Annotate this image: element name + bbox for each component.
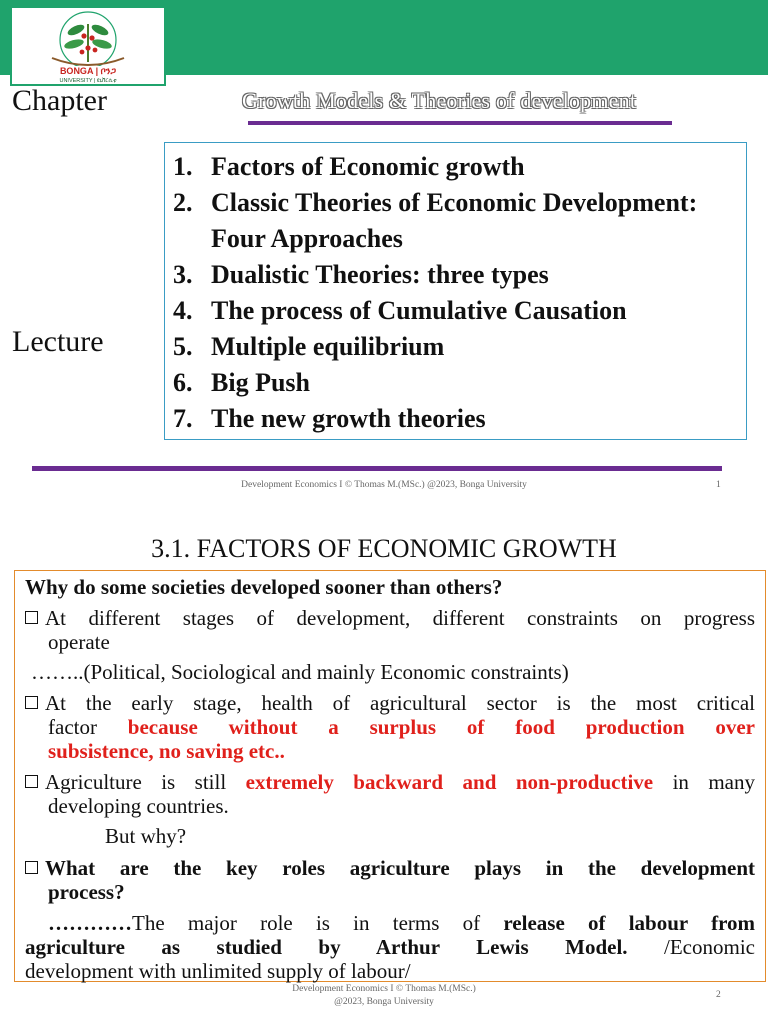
university-logo: [10, 6, 166, 86]
paragraph-line: agriculture as studied by Arthur Lewis Model. /Economic: [25, 935, 755, 959]
topic-item: 1. Factors of Economic growth: [173, 152, 525, 181]
bullet-line: Agriculture is still extremely backward and non-productive in many: [25, 770, 755, 794]
question-heading: Why do some societies developed sooner than others?: [25, 575, 503, 599]
lecture-label: Lecture: [12, 325, 104, 358]
topic-item: 6. Big Push: [173, 368, 310, 397]
bullet-line: What are the key roles agriculture plays in the development: [25, 856, 755, 880]
topic-item: 2. Classic Theories of Economic Development: Four Approaches: [173, 188, 698, 253]
slide-footer: Development Economics I © Thomas M.(MSc.) @2023, Bonga University: [241, 480, 527, 490]
page-number: 2: [716, 990, 721, 1000]
logo-subtext: UNIVERSITY | ዩኒቨርሲቲ: [59, 78, 117, 84]
emphasis-text: subsistence, no saving etc..: [48, 739, 285, 763]
title-underline: [248, 121, 672, 125]
paragraph-line: …………The major role is in terms of release of labour from: [48, 911, 756, 935]
footer-divider: [32, 466, 722, 471]
bullet-line: At different stages of development, different constraints on progress: [25, 606, 755, 630]
page-number: 1: [716, 480, 721, 490]
topic-item: 4. The process of Cumulative Causation: [173, 296, 627, 325]
checkbox-bullet-icon: [25, 696, 38, 709]
bullet-line: process?: [48, 880, 125, 904]
lecture-topics-box: [164, 142, 747, 440]
topic-item: 3. Dualistic Theories: three types: [173, 260, 549, 289]
topic-item: 5. Multiple equilibrium: [173, 332, 445, 361]
constraints-note: ……..(Political, Sociological and mainly Economic constraints): [31, 660, 569, 684]
checkbox-bullet-icon: [25, 775, 38, 788]
checkbox-bullet-icon: [25, 611, 38, 624]
checkbox-bullet-icon: [25, 861, 38, 874]
content-box: [14, 570, 766, 982]
slide-footer: Development Economics I © Thomas M.(MSc.): [292, 984, 476, 994]
bullet-line: At the early stage, health of agricultural sector is the most critical: [25, 691, 755, 715]
bullet-line: operate: [48, 630, 110, 654]
chapter-label: Chapter: [12, 84, 107, 117]
topics-list: [165, 143, 746, 437]
logo-text: BONGA | ቦንጋ: [59, 66, 117, 76]
slide-title: Growth Models & Theories of development: [242, 88, 637, 113]
bullet-line: developing countries.: [48, 794, 229, 818]
slide-footer: @2023, Bonga University: [334, 997, 434, 1007]
coffee-plant-icon: [12, 8, 164, 84]
bullet-line: factor because without a surplus of food production over: [48, 715, 755, 739]
section-title: 3.1. FACTORS OF ECONOMIC GROWTH: [151, 534, 617, 563]
but-why-text: But why?: [105, 824, 187, 848]
topic-item: 7. The new growth theories: [173, 404, 486, 433]
paragraph-line: development with unlimited supply of labour/: [25, 959, 411, 983]
